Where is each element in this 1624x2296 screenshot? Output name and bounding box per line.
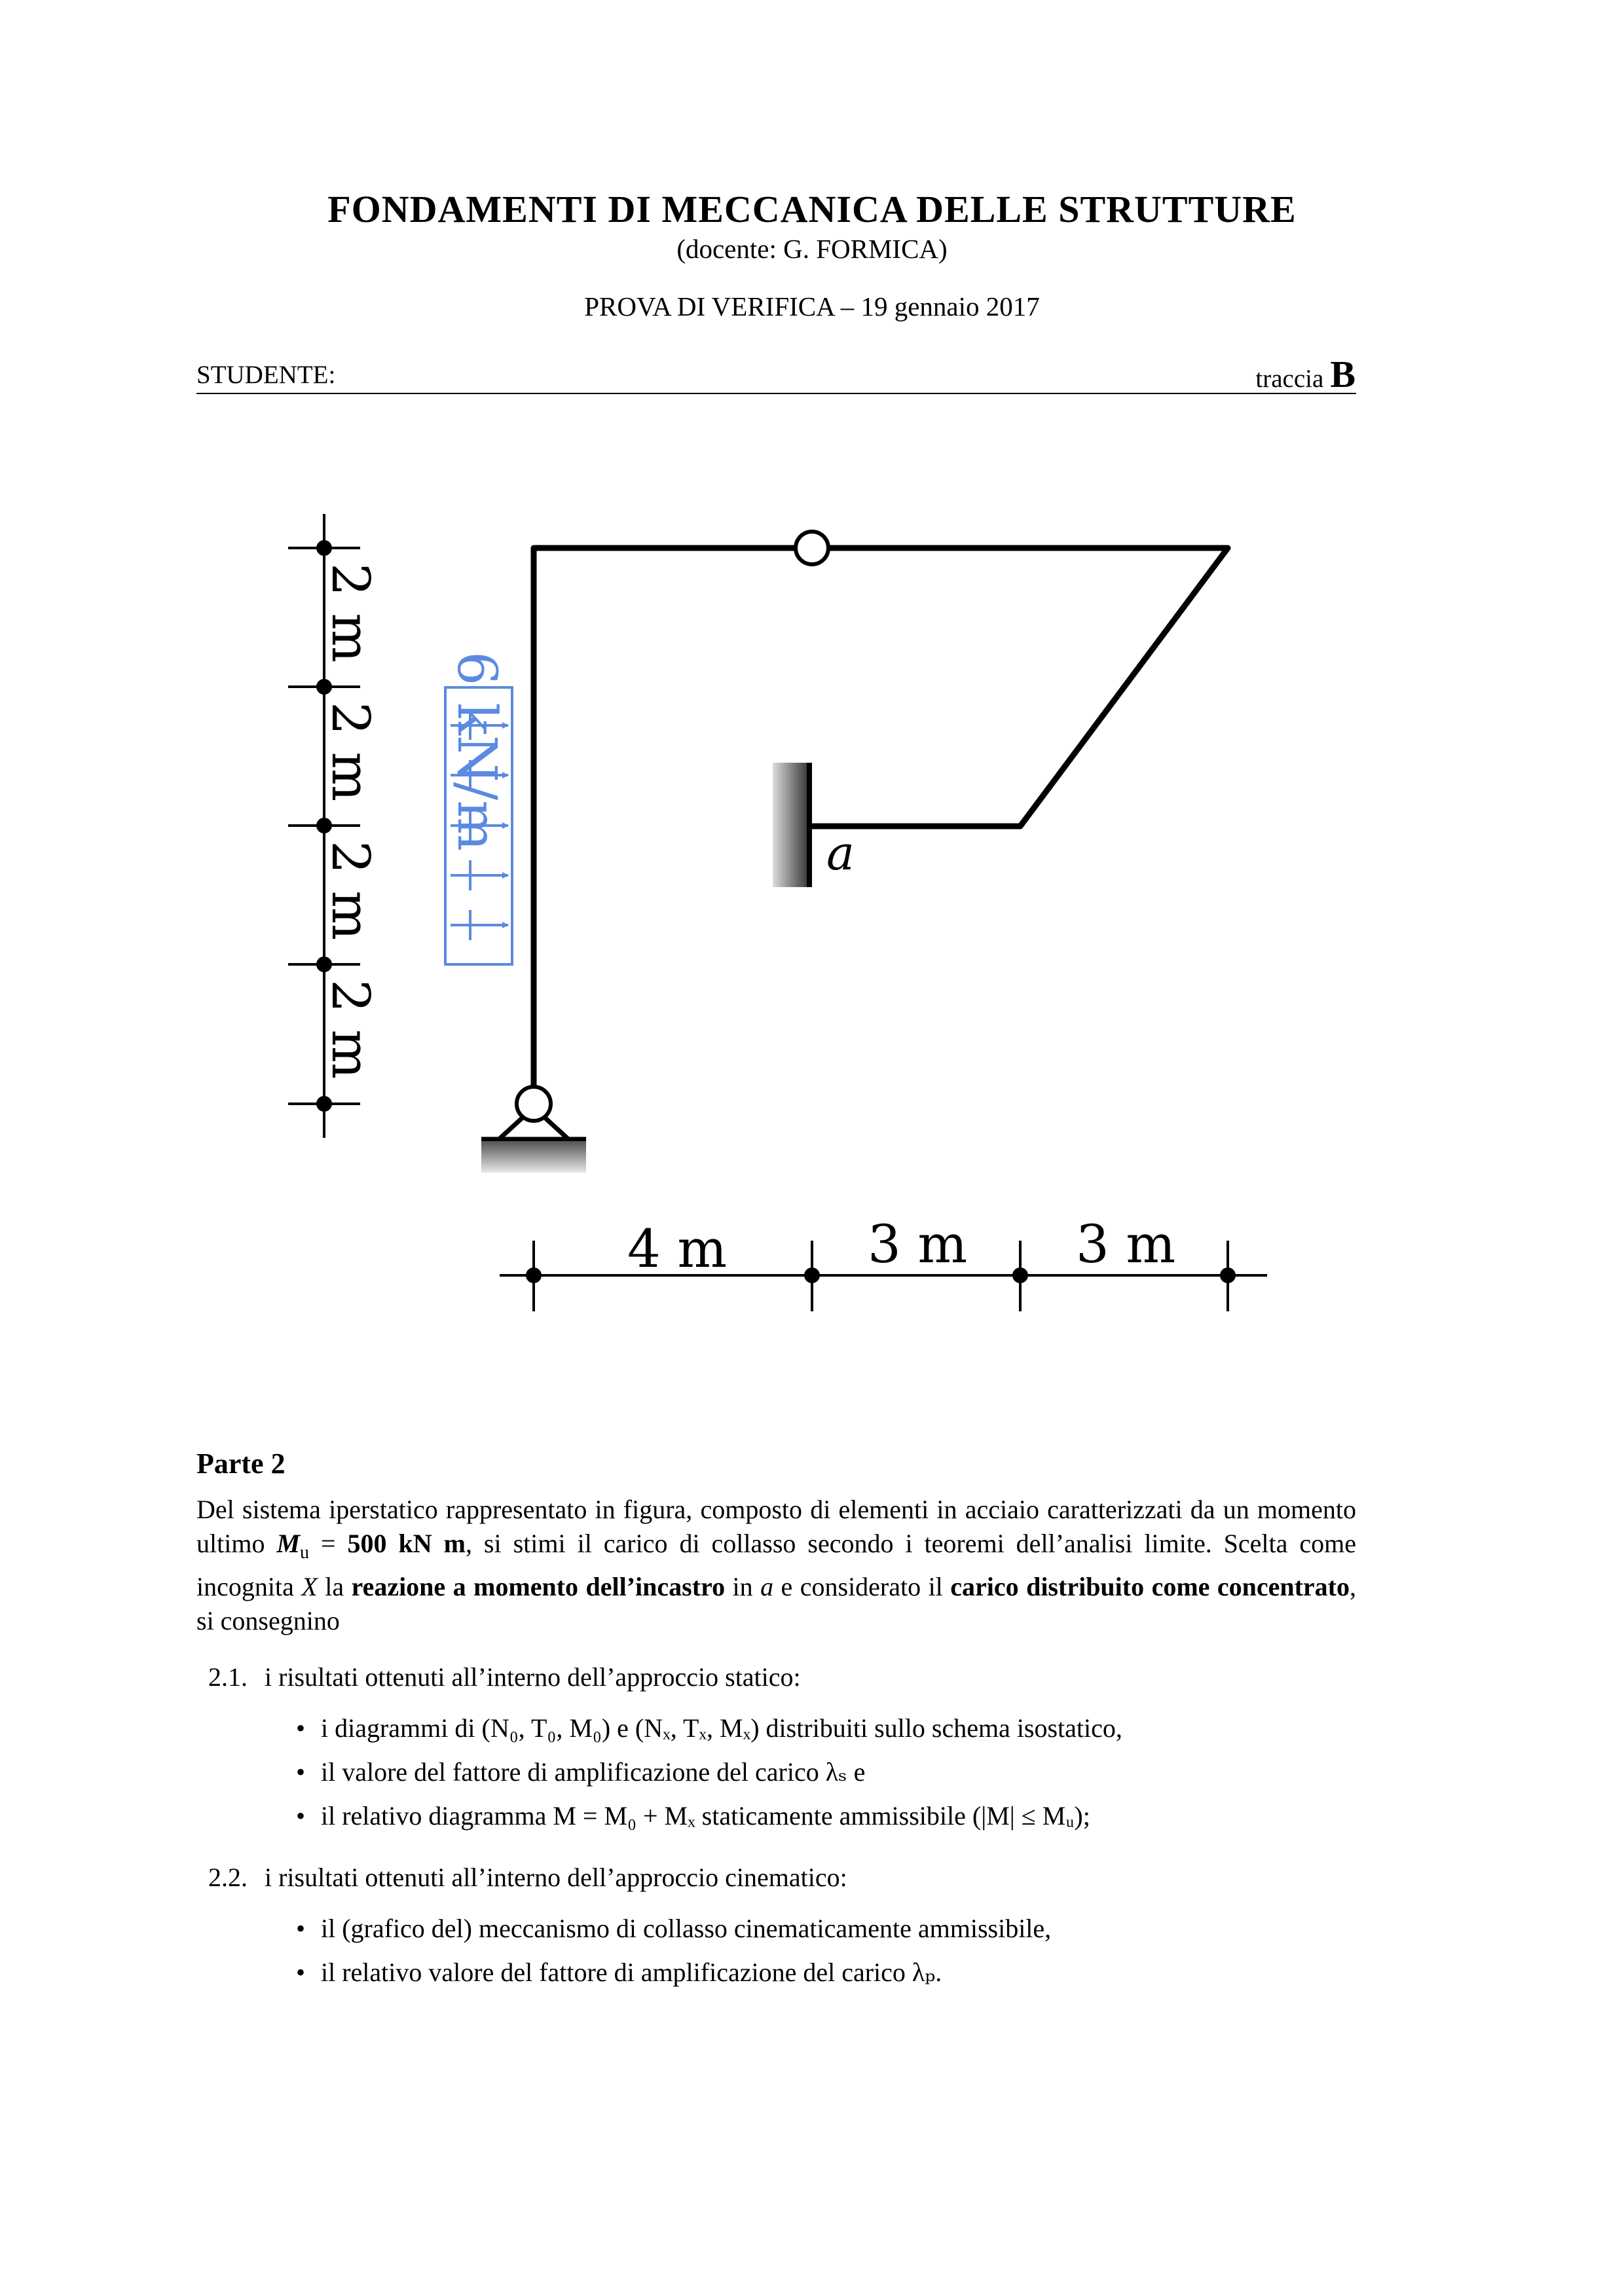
list-text: i risultati ottenuti all’interno dell’approccio statico: [265,1662,801,1692]
course-title: FONDAMENTI DI MECCANICA DELLE STRUTTURE [327,188,1297,230]
pin-support [481,1087,586,1173]
list-number: 2.1. [208,1662,248,1692]
bullet-dot: • [296,1801,306,1831]
horizontal-dimension [500,1214,1267,1311]
vertical-dimension [288,514,381,1138]
node-label-a: a [826,826,855,881]
frame-members [534,548,1228,1100]
list-item [208,1861,847,1895]
list-item [208,1660,801,1694]
vdim-3: 2 m [320,841,381,941]
bullet-dot: • [296,1757,306,1787]
traccia-text: traccia [1255,365,1324,393]
list-text: i risultati ottenuti all’interno dell’approccio cinematico: [265,1863,847,1892]
traccia-letter: B [1330,353,1356,395]
para-text-1: Del sistema iperstatico rappresentato in figura, composto di elementi in acciaio caratterizzati da un momento ultimo [196,1495,1356,1558]
bullet-item [296,1711,1122,1745]
bullet-text: i diagrammi di (N₀, T₀, M₀) e (Nₓ, Tₓ, Mₓ) distribuiti sullo schema isostatico, [321,1713,1122,1743]
student-label: STUDENTE: [196,361,336,389]
para-text-4: in [725,1572,761,1601]
bullet-dot: • [296,1713,306,1743]
vdim-2: 2 m [320,702,381,802]
load-label: 6 kN/m [445,651,507,852]
bullet-text: il relativo valore del fattore di amplificazione del carico λₚ. [321,1958,942,1987]
bold-phrase-2: carico distribuito come concentrato [950,1572,1350,1601]
bullet-text: il relativo diagramma M = M₀ + Mₓ staticamente ammissibile (|M| ≤ Mᵤ); [321,1801,1090,1831]
para-text-2: , si stimi il carico di collasso secondo i teoremi dell’analisi limite. Scelta come incognita [196,1529,1357,1601]
bullet-item [296,1912,1051,1946]
bullet-dot: • [296,1958,306,1987]
right-beam [812,548,1228,826]
hdim-1: 4 m [627,1218,728,1279]
left-column [534,548,799,1100]
para-text-3: la [317,1572,352,1601]
bold-phrase-1: reazione a momento dell’incastro [351,1572,726,1601]
vdim-4: 2 m [320,979,381,1080]
bullet-item [296,1956,942,1990]
vdim-1: 2 m [320,563,381,663]
para-text-6: , si consegnino [196,1572,1356,1635]
section-title: Parte 2 [196,1448,286,1480]
problem-paragraph [196,1493,1356,1638]
mu-symbol: M [276,1529,301,1558]
hdim-3: 3 m [1076,1214,1176,1275]
a-symbol: a [760,1572,774,1601]
bullet-text: il valore del fattore di amplificazione del carico λₛ e [321,1757,866,1787]
bullet-dot: • [296,1914,306,1943]
fixed-support-a [773,763,809,887]
bullet-text: il (grafico del) meccanismo di collasso cinematicamente ammissibile, [321,1914,1052,1943]
internal-hinge [796,532,828,564]
list-number: 2.2. [208,1863,248,1892]
para-text-5: e considerato il [773,1572,951,1601]
mu-sub: u [300,1542,310,1563]
x-symbol: X [301,1572,318,1601]
hdim-2: 3 m [868,1214,968,1275]
teacher-line: (docente: G. FORMICA) [676,234,948,264]
mu-eq: = [309,1529,348,1558]
mu-value: 500 kN m [347,1529,466,1558]
exam-date-line: PROVA DI VERIFICA – 19 gennaio 2017 [584,291,1040,321]
bullet-item [296,1799,1090,1833]
bullet-item [296,1755,865,1789]
